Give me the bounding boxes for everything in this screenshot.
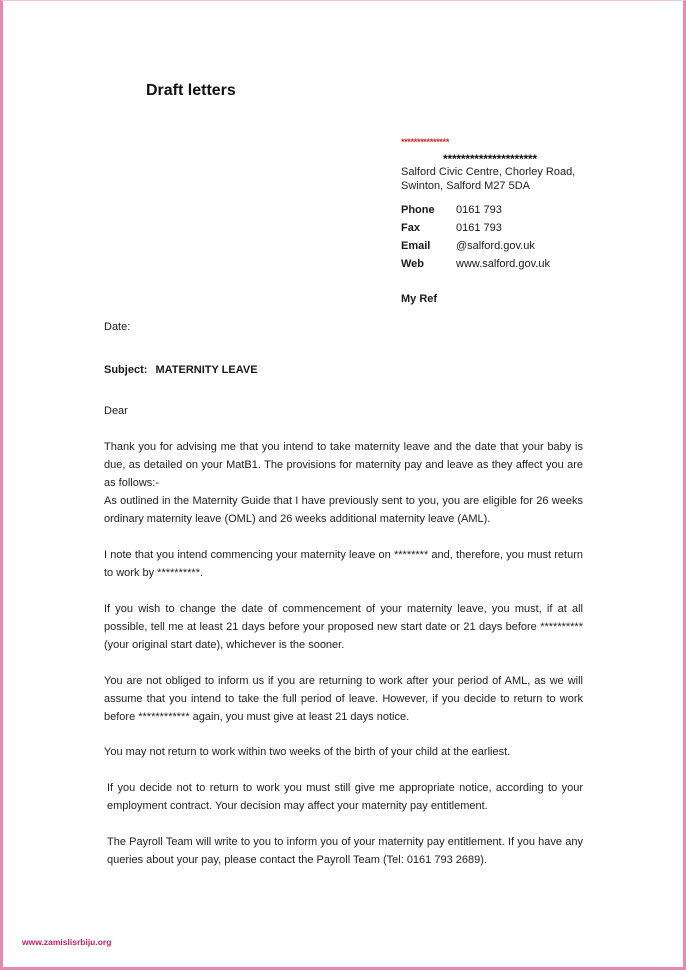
contact-label: Web <box>401 258 425 270</box>
salutation: Dear <box>104 405 128 417</box>
paragraph-5: You are not obliged to inform us if you are returning to work after your period of AML, as we will assume that you intend to take the full period of leave. However, if you decide to return to work before ************ again, you must give at least 21 days notice. <box>104 675 583 723</box>
subject-value: MATERNITY LEAVE <box>155 364 258 376</box>
subject-line <box>104 364 263 376</box>
address-line-2: Swinton, Salford M27 5DA <box>401 180 531 192</box>
paragraph-4: If you wish to change the date of commencement of your maternity leave, you must, if at all possible, tell me at least 21 days before your proposed new start date or 21 days before ********** (your original start date), whichever is the sooner. <box>104 603 583 651</box>
paragraph-2: As outlined in the Maternity Guide that I have previously sent to you, you are eligible for 26 weeks ordinary maternity leave (OML) and 26 weeks additional maternity leave (AML). <box>104 495 583 525</box>
paragraph-7: If you decide not to return to work you must still give me appropriate notice, according to your employment contract. Your decision may affect your maternity pay entitlement. <box>107 782 583 812</box>
contact-value: www.salford.gov.uk <box>456 258 550 270</box>
contact-value: 0161 793 <box>456 222 502 234</box>
watermark-link[interactable]: www.zamislisrbiju.org <box>22 937 112 947</box>
contact-label: Fax <box>401 222 420 234</box>
redacted-name: *************** <box>401 137 450 147</box>
date-label: Date: <box>104 321 131 333</box>
paragraph-6: You may not return to work within two weeks of the birth of your child at the earliest. <box>104 746 511 758</box>
my-ref-label: My Ref <box>401 293 438 305</box>
contact-label: Email <box>401 240 431 252</box>
paragraph-1: Thank you for advising me that you intend to take maternity leave and the date that your baby is due, as detailed on your MatB1. The provisions for maternity pay and leave as they affect you are as follows:- <box>104 441 583 489</box>
paragraph-8: The Payroll Team will write to you to inform you of your maternity pay entitlement. If you have any queries about your pay, please contact the Payroll Team (Tel: 0161 793 2689). <box>107 836 583 866</box>
contact-value: 0161 793 <box>456 204 502 216</box>
contact-label: Phone <box>401 204 435 216</box>
contact-value: @salford.gov.uk <box>456 240 535 252</box>
paragraph-3: I note that you intend commencing your maternity leave on ******** and, therefore, you must return to work by **********. <box>104 549 583 579</box>
page-title: Draft letters <box>146 82 236 99</box>
redacted-department: ********************* <box>443 152 537 166</box>
address-line-1: Salford Civic Centre, Chorley Road, <box>401 166 576 178</box>
subject-label: Subject: <box>104 364 148 376</box>
